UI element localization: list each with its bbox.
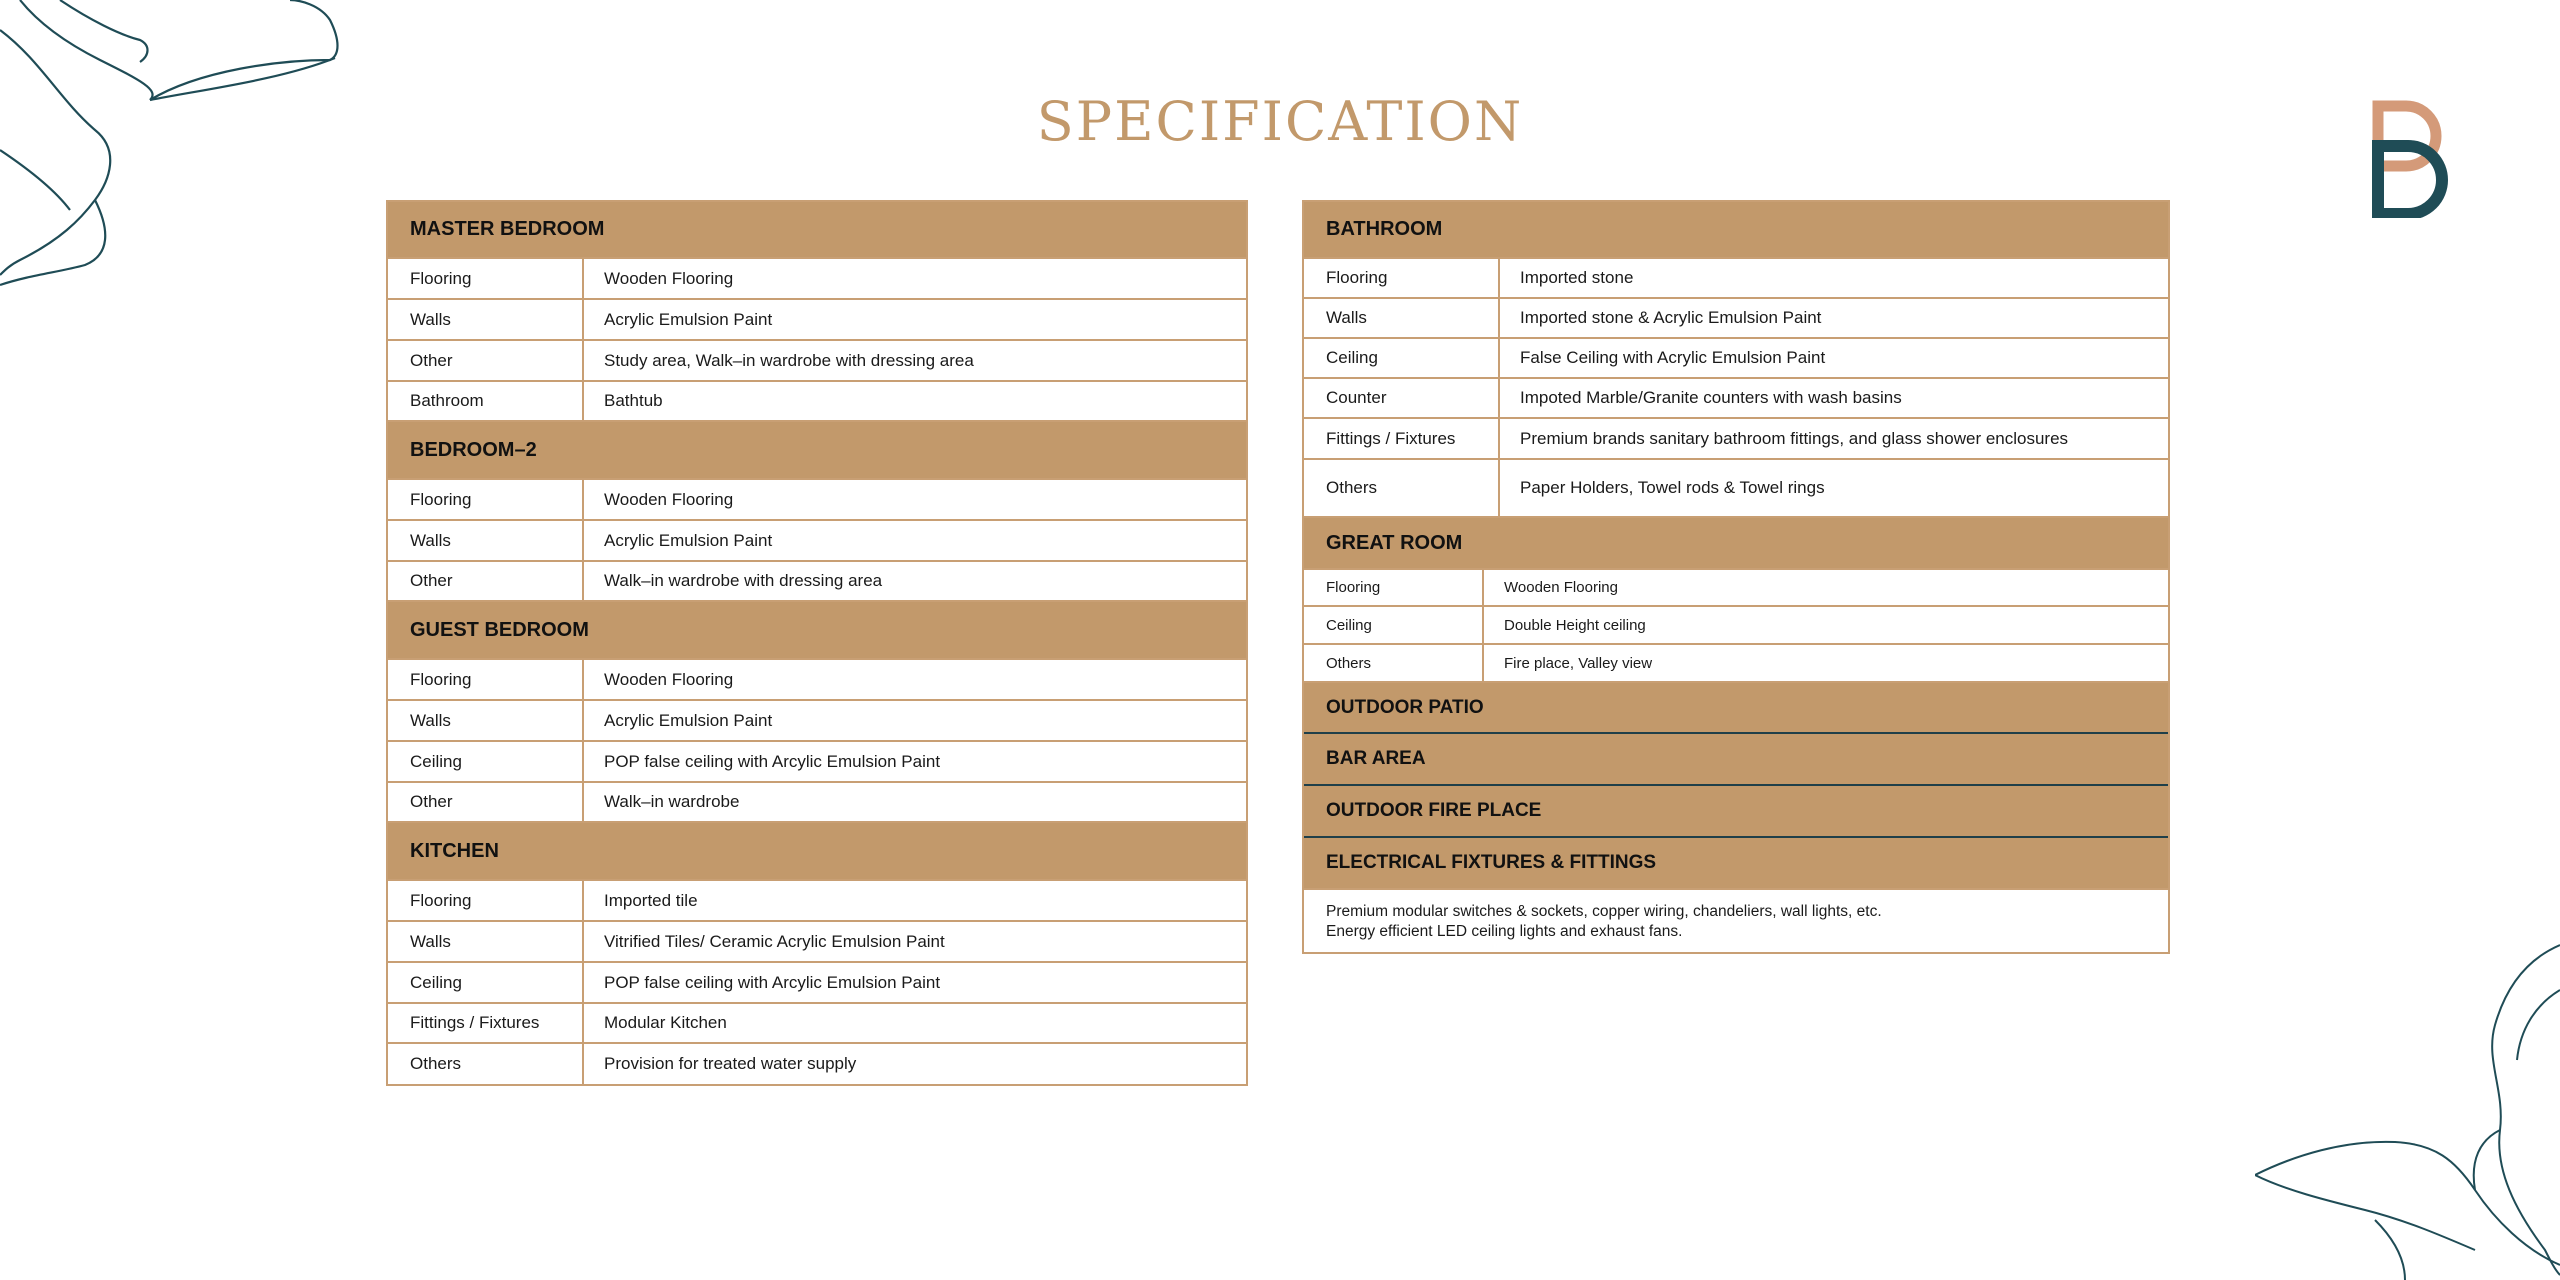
row-value: Wooden Flooring — [604, 268, 734, 288]
table-row — [1304, 259, 2168, 299]
table-row — [388, 783, 1246, 823]
section-header-electrical: ELECTRICAL FIXTURES & FITTINGS — [1304, 838, 2168, 890]
row-value: Paper Holders, Towel rods & Towel rings — [1520, 478, 1825, 497]
row-key: Other — [388, 783, 584, 821]
page-title: SPECIFICATION — [1036, 90, 1524, 153]
table-row — [1304, 645, 2168, 683]
table-row — [1304, 460, 2168, 518]
row-value: Fire place, Valley view — [1504, 654, 1653, 672]
row-value: Walk–in wardrobe — [604, 792, 740, 811]
row-key: Fittings / Fixtures — [388, 1004, 584, 1042]
electrical-line-2: Energy efficient LED ceiling lights and exhaust fans. — [1326, 923, 1683, 940]
row-key: Flooring — [1304, 259, 1500, 297]
row-value: Walk–in wardrobe with dressing area — [604, 571, 883, 590]
row-key: Ceiling — [1304, 339, 1500, 377]
electrical-line-1: Premium modular switches & sockets, copper wiring, chandeliers, wall lights, etc. — [1326, 903, 1882, 920]
section-header-bedroom-2: BEDROOM–2 — [388, 422, 1246, 480]
row-value: False Ceiling with Acrylic Emulsion Paint — [1520, 348, 1826, 367]
row-value: Acrylic Emulsion Paint — [604, 530, 773, 550]
row-value: Wooden Flooring — [1504, 579, 1618, 596]
table-row — [388, 1044, 1246, 1084]
table-row — [388, 382, 1246, 422]
row-key: Walls — [388, 521, 584, 560]
table-row — [388, 521, 1246, 562]
table-row — [1304, 419, 2168, 460]
row-key: Bathroom — [388, 382, 584, 420]
row-value: Imported stone & Acrylic Emulsion Paint — [1520, 308, 1822, 327]
row-key: Walls — [388, 922, 584, 961]
row-key: Other — [388, 562, 584, 600]
row-key: Counter — [1304, 379, 1500, 417]
row-key: Other — [388, 341, 584, 380]
section-header-bathroom: BATHROOM — [1304, 202, 2168, 259]
section-header-guest-bedroom: GUEST BEDROOM — [388, 602, 1246, 660]
row-value: Double Height ceiling — [1504, 616, 1646, 634]
row-key: Flooring — [1304, 570, 1484, 605]
floral-line-art-bottom-right — [2255, 930, 2560, 1280]
table-row — [388, 480, 1246, 521]
row-key: Walls — [388, 300, 584, 339]
section-header-outdoor-patio: OUTDOOR PATIO — [1304, 683, 2168, 734]
row-value: Provision for treated water supply — [604, 1054, 857, 1073]
row-key: Walls — [388, 701, 584, 740]
row-key: Ceiling — [1304, 607, 1484, 643]
electrical-description — [1304, 890, 2168, 952]
section-header-kitchen: KITCHEN — [388, 823, 1246, 881]
table-row — [388, 701, 1246, 742]
row-value: Impoted Marble/Granite counters with wash basins — [1520, 388, 1902, 407]
row-key: Others — [1304, 645, 1484, 681]
section-header-outdoor-fire-place: OUTDOOR FIRE PLACE — [1304, 786, 2168, 838]
table-row — [1304, 299, 2168, 339]
row-key: Flooring — [388, 660, 584, 699]
row-key: Ceiling — [388, 742, 584, 781]
spec-table-right — [1302, 200, 2170, 954]
row-key: Others — [1304, 460, 1500, 516]
row-value: Imported stone — [1520, 268, 1634, 287]
row-key: Fittings / Fixtures — [1304, 419, 1500, 458]
row-key: Flooring — [388, 480, 584, 519]
row-value: Premium brands sanitary bathroom fittings, and glass shower enclosures — [1520, 428, 2069, 448]
table-row — [1304, 379, 2168, 419]
row-value: POP false ceiling with Arcylic Emulsion Paint — [604, 972, 941, 992]
section-header-great-room: GREAT ROOM — [1304, 518, 2168, 570]
row-key: Flooring — [388, 259, 584, 298]
table-row — [388, 341, 1246, 382]
row-value: Study area, Walk–in wardrobe with dressing area — [604, 350, 974, 370]
row-key: Flooring — [388, 881, 584, 920]
row-key: Ceiling — [388, 963, 584, 1002]
row-value: Bathtub — [604, 391, 663, 410]
table-row — [1304, 607, 2168, 645]
section-header-bar-area: BAR AREA — [1304, 734, 2168, 786]
table-row — [1304, 339, 2168, 379]
table-row — [388, 963, 1246, 1004]
table-row — [388, 660, 1246, 701]
row-value: Modular Kitchen — [604, 1013, 727, 1032]
table-row — [1304, 570, 2168, 607]
brand-logo — [2368, 98, 2458, 218]
table-row — [388, 1004, 1246, 1044]
table-row — [388, 922, 1246, 963]
table-row — [388, 300, 1246, 341]
row-value: Wooden Flooring — [604, 669, 734, 689]
row-value: POP false ceiling with Arcylic Emulsion Paint — [604, 751, 941, 771]
row-value: Acrylic Emulsion Paint — [604, 710, 773, 730]
table-row — [388, 562, 1246, 602]
spec-table-left — [386, 200, 1248, 1086]
table-row — [388, 259, 1246, 300]
table-row — [388, 742, 1246, 783]
row-value: Imported tile — [604, 890, 698, 910]
row-key: Others — [388, 1044, 584, 1084]
table-row — [388, 881, 1246, 922]
row-key: Walls — [1304, 299, 1500, 337]
row-value: Acrylic Emulsion Paint — [604, 309, 773, 329]
section-header-master-bedroom: MASTER BEDROOM — [388, 202, 1246, 259]
row-value: Wooden Flooring — [604, 489, 734, 509]
row-value: Vitrified Tiles/ Ceramic Acrylic Emulsion Paint — [604, 931, 945, 951]
